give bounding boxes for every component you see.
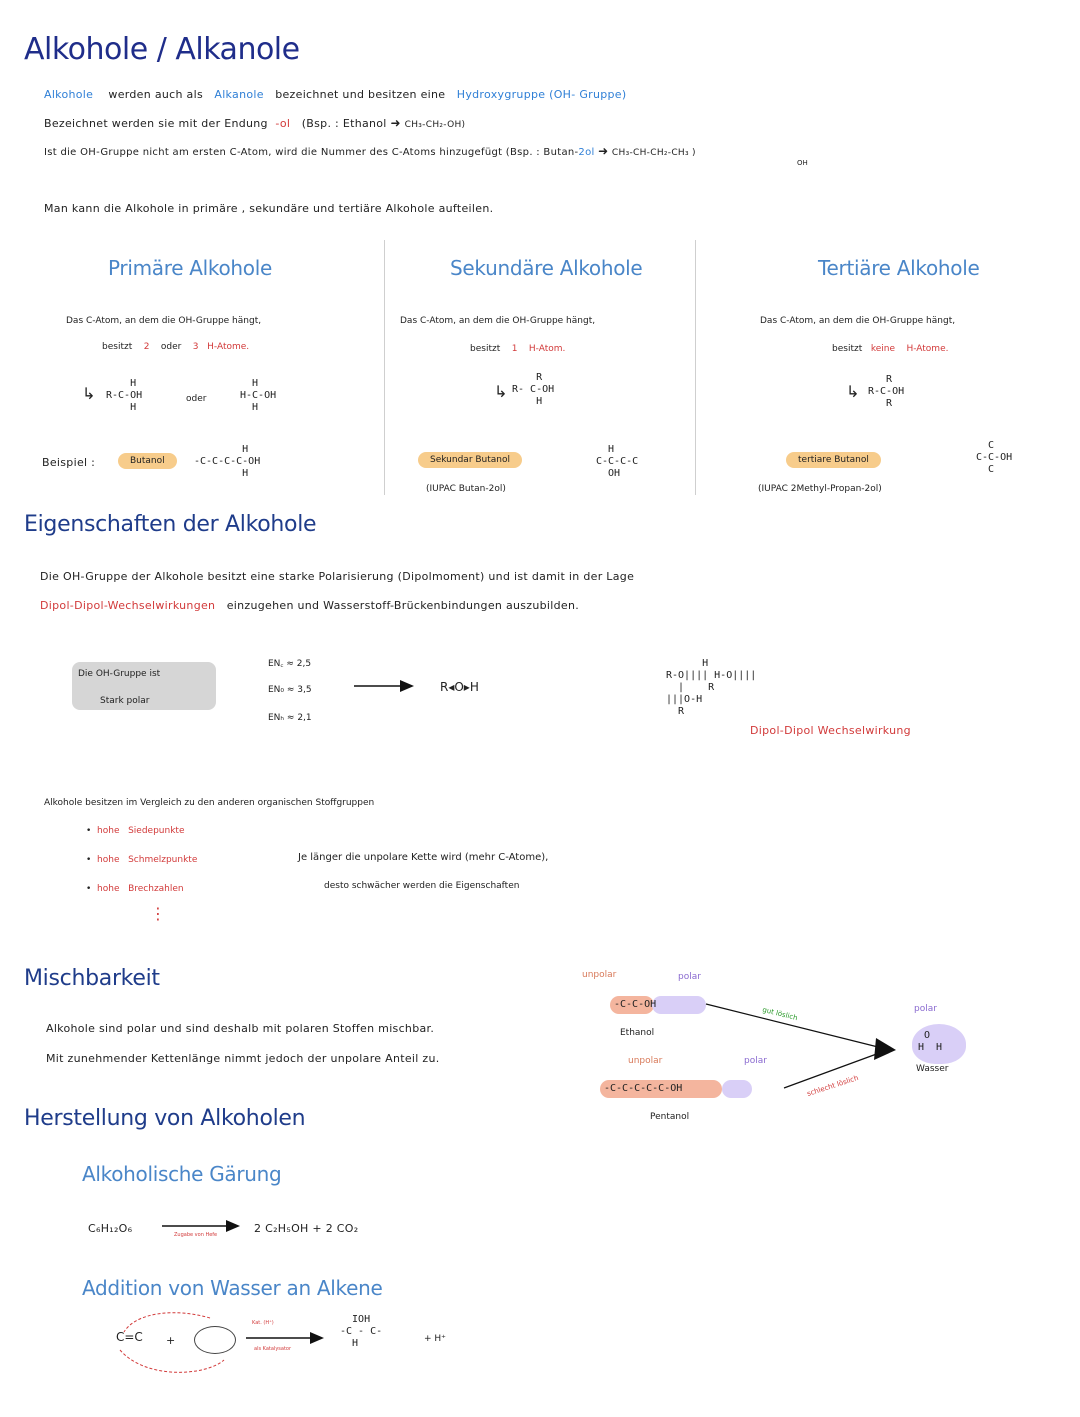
tertiary-desc-1: Das C-Atom, an dem die OH-Gruppe hängt, — [760, 316, 956, 326]
term-alkohole: Alkohole — [44, 88, 94, 101]
hydration-product-formula: IOH -C - C- H — [340, 1314, 383, 1349]
butanol-formula: H -C-C-C-C-OH H — [194, 444, 261, 479]
misc-title: Mischbarkeit — [24, 966, 160, 991]
misc-text-1: Alkohole sind polar und sind deshalb mit polaren Stoffen mischbar. — [46, 1022, 435, 1035]
intro-line-4: Man kann die Alkohole in primäre , sekundäre und tertiäre Alkohole aufteilen. — [44, 202, 494, 215]
bullet-term: Schmelzpunkte — [128, 855, 198, 865]
compare-text: Alkohole besitzen im Vergleich zu den anderen organischen Stoffgruppen — [44, 798, 375, 808]
bullet-hohe: hohe — [97, 884, 120, 894]
bullet-hohe: hohe — [97, 826, 120, 836]
desc-text: H-Atom. — [528, 344, 566, 354]
secondary-formula: R R- C-OH H — [512, 372, 555, 407]
bullet-3: • hohe Brechzahlen — [86, 884, 184, 894]
desc-text: besitzt — [102, 342, 133, 352]
desc-number: 1 — [511, 344, 518, 354]
plus-sign: + — [166, 1334, 176, 1347]
tertiary-desc-2 — [832, 344, 948, 354]
properties-text-1: Die OH-Gruppe der Alkohole besitzt eine starke Polarisierung (Dipolmoment) und ist damit in der Lage — [40, 570, 635, 583]
bullet-2: • hohe Schmelzpunkte — [86, 855, 198, 865]
catalyst-label: Kat. (H⁺) — [252, 1320, 274, 1326]
ethanol-formula: CH₃-CH₂-OH) — [404, 120, 466, 130]
r-o-h-label: R◂O▸H — [440, 680, 479, 694]
tert-butanol-formula: C C-C-OH C — [976, 440, 1013, 475]
arrow-icon — [352, 678, 416, 694]
dipol-dipol-label: Dipol-Dipol Wechselwirkung — [750, 724, 911, 737]
iupac-2methyl-propan-2ol: (IUPAC 2Methyl-Propan-2ol) — [758, 484, 882, 494]
solubility-arrows — [700, 996, 900, 1099]
misc-text-2: Mit zunehmender Kettenlänge nimmt jedoch der unpolare Anteil zu. — [46, 1052, 440, 1065]
secondary-title: Sekundäre Alkohole — [450, 256, 643, 280]
sek-butanol-formula: H C-C-C-C OH — [596, 444, 639, 479]
intro-line-1 — [44, 88, 626, 101]
desc-number: 3 — [192, 342, 199, 352]
polarity-diagram — [440, 680, 479, 694]
secondary-desc-1: Das C-Atom, an dem die OH-Gruppe hängt, — [400, 316, 596, 326]
chain-text-2: desto schwächer werden die Eigenschaften — [324, 881, 520, 891]
desc-text: besitzt — [470, 344, 501, 354]
ethanol-unpolar-label: unpolar — [582, 970, 617, 980]
fermentation-product: 2 C₂H₅OH + 2 CO₂ — [254, 1222, 359, 1235]
properties-text-2 — [40, 599, 579, 612]
schlecht-loeslich-label: schlecht löslich — [806, 1073, 860, 1099]
fermentation-condition: Zugabe von Hefe — [174, 1232, 218, 1238]
down-right-arrow-icon: ↳ — [846, 382, 860, 401]
primary-desc-1: Das C-Atom, an dem die OH-Gruppe hängt, — [66, 316, 262, 326]
catalyst-label-2: als Katalysator — [254, 1346, 292, 1352]
intro-text: werden auch als — [108, 88, 203, 101]
desc-text: H-Atome. — [906, 344, 949, 354]
intro-text: bezeichnet und besitzen eine — [275, 88, 446, 101]
tertiary-formula: R R-C-OH R — [868, 374, 905, 409]
oh-subscript: OH — [797, 159, 808, 167]
pentanol-unpolar-label: unpolar — [628, 1056, 663, 1066]
alkene-formula: C=C — [116, 1330, 143, 1344]
ethanol-polar-label: polar — [678, 972, 701, 982]
ethanol-polar-segment — [652, 996, 706, 1014]
intro-text: Ist die OH-Gruppe nicht am ersten C-Atom, wird die Nummer des C-Atoms hinzugefügt (Bsp. : Butan- — [44, 147, 579, 158]
water-polar-label: polar — [914, 1004, 937, 1014]
bullet-term: Brechzahlen — [128, 884, 184, 894]
desc-text: besitzt — [832, 344, 863, 354]
column-divider — [384, 240, 385, 495]
term-alkanole: Alkanole — [214, 88, 264, 101]
butan-2ol-formula: CH₃-CH-CH₂-CH₃ ) — [611, 148, 696, 158]
fermentation-title: Alkoholische Gärung — [82, 1162, 282, 1186]
arrow-icon — [244, 1330, 328, 1346]
pentanol-formula: -C-C-C-C-C-OH — [604, 1083, 683, 1094]
down-right-arrow-icon: ↳ — [82, 384, 96, 403]
glucose-formula: C₆H₁₂O₆ — [88, 1222, 133, 1235]
primary-title: Primäre Alkohole — [108, 256, 272, 280]
properties-text: einzugehen und Wasserstoff-Brückenbindungen auszubilden. — [226, 599, 580, 612]
example-butanol: Butanol — [118, 453, 177, 469]
ethanol-formula: -C-C-OH — [614, 999, 657, 1010]
ethanol-label: Ethanol — [620, 1028, 655, 1038]
en-oxygen: EN₀ ≈ 3,5 — [268, 685, 312, 695]
dipol-dipol-formula: H R-O|||| H-O|||| | R |||O-H R — [666, 658, 757, 717]
polar-box-line-1: Die OH-Gruppe ist — [78, 669, 161, 679]
arrow-icon: ➜ — [390, 116, 401, 130]
down-right-arrow-icon: ↳ — [494, 382, 508, 401]
intro-text: Bezeichnet werden sie mit der Endung — [44, 117, 268, 130]
secondary-desc-2 — [470, 344, 565, 354]
bullet-hohe: hohe — [97, 855, 120, 865]
desc-text: oder — [160, 342, 182, 352]
term-hydroxygruppe: Hydroxygruppe (OH- Gruppe) — [456, 88, 627, 101]
desc-keine: keine — [870, 344, 895, 354]
intro-text: (Bsp. : Ethanol — [301, 117, 387, 130]
more-dots: ⋮ — [150, 904, 166, 923]
primary-desc-2 — [102, 342, 249, 352]
primary-formula-2: H H-C-OH H — [240, 378, 277, 413]
term-2ol: 2ol — [578, 147, 595, 158]
proton-label: + H⁺ — [424, 1334, 446, 1344]
tertiary-title: Tertiäre Alkohole — [818, 256, 980, 280]
iupac-butan-2ol: (IUPAC Butan-2ol) — [426, 484, 506, 494]
desc-number: 2 — [143, 342, 150, 352]
water-label: Wasser — [916, 1064, 949, 1074]
arrow-icon: ➜ — [598, 144, 609, 158]
properties-title: Eigenschaften der Alkohole — [24, 512, 317, 537]
hydration-title: Addition von Wasser an Alkene — [82, 1276, 383, 1300]
example-label: Beispiel : — [42, 456, 96, 469]
dipol-term: Dipol-Dipol-Wechselwirkungen — [40, 599, 216, 612]
bullet-1: • hohe Siedepunkte — [86, 826, 185, 836]
pentanol-label: Pentanol — [650, 1112, 690, 1122]
polar-box-line-2: Stark polar — [100, 696, 150, 706]
desc-text: H-Atome. — [207, 342, 250, 352]
en-carbon: EN꜀ ≈ 2,5 — [268, 659, 312, 669]
oder-label: oder — [186, 394, 207, 404]
bullet-term: Siedepunkte — [128, 826, 185, 836]
example-tert-butanol: tertiare Butanol — [786, 452, 881, 468]
primary-formula-1: H R-C-OH H — [106, 378, 143, 413]
page-title: Alkohole / Alkanole — [24, 32, 300, 67]
production-title: Herstellung von Alkoholen — [24, 1106, 306, 1131]
chain-text-1: Je länger die unpolare Kette wird (mehr C-Atome), — [298, 852, 549, 863]
intro-line-3 — [44, 144, 696, 158]
polar-box — [72, 662, 216, 710]
pentanol-polar-label: polar — [744, 1056, 767, 1066]
suffix-ol: -ol — [275, 117, 291, 130]
column-divider — [695, 240, 696, 495]
water-formula: O H H — [918, 1030, 943, 1053]
gut-loeslich-label: gut löslich — [761, 1005, 799, 1023]
intro-line-2 — [44, 116, 465, 130]
electron-arrow-icon — [106, 1310, 236, 1378]
example-sek-butanol: Sekundar Butanol — [418, 452, 522, 468]
en-hydrogen: ENₕ ≈ 2,1 — [268, 713, 312, 723]
